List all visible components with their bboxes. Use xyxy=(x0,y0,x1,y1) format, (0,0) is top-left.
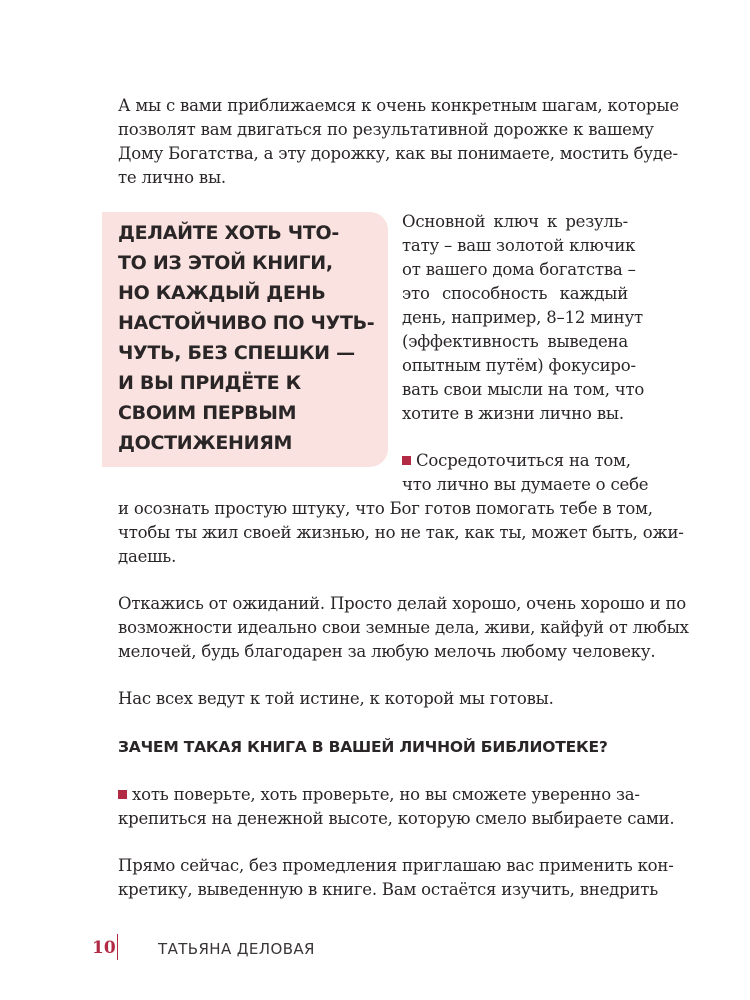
text-line: даешь. xyxy=(118,547,177,566)
quote-line: ДЕЛАЙТЕ ХОТЬ ЧТО- xyxy=(118,222,339,244)
text-line: хотите в жизни лично вы. xyxy=(402,404,624,423)
square-bullet-icon xyxy=(402,456,411,465)
text-line: позволят вам двигаться по результативной дорожке к вашему xyxy=(118,120,654,139)
quote-line: НАСТОЙЧИВО ПО ЧУТЬ- xyxy=(118,312,375,334)
text-line: хоть поверьте, хоть проверьте, но вы сможете уверенно за- xyxy=(118,783,626,807)
text-line: от вашего дома богатства – xyxy=(402,260,636,279)
text-line: возможности идеально свои земные дела, живи, кайфуй от любых xyxy=(118,618,689,637)
text-line: чтобы ты жил своей жизнью, но не так, как ты, может быть, ожи- xyxy=(118,523,684,542)
text-line: это способность каждый xyxy=(402,284,628,303)
quote-line: НО КАЖДЫЙ ДЕНЬ xyxy=(118,282,326,304)
quote-line: И ВЫ ПРИДЁТЕ К xyxy=(118,372,301,394)
text-line: А мы с вами приближаемся к очень конкретным шагам, которые xyxy=(118,96,679,115)
text-line: мелочей, будь благодарен за любую мелочь любому человеку. xyxy=(118,642,656,661)
page-number: 10 xyxy=(92,938,116,958)
footer-author: ТАТЬЯНА ДЕЛОВАЯ xyxy=(158,940,315,958)
quote-line: ДОСТИЖЕНИЯМ xyxy=(118,432,293,454)
quote-line: ТО ИЗ ЭТОЙ КНИГИ, xyxy=(118,252,333,274)
text-line: опытным путём) фокусиро- xyxy=(402,356,636,375)
text-line: Сосредоточиться на том, xyxy=(402,449,631,473)
footer-divider xyxy=(117,934,118,960)
quote-line: ЧУТЬ, БЕЗ СПЕШКИ — xyxy=(118,342,355,364)
text-line: что лично вы думаете о себе xyxy=(402,475,649,494)
square-bullet-icon xyxy=(118,790,127,799)
section-heading: ЗАЧЕМ ТАКАЯ КНИГА В ВАШЕЙ ЛИЧНОЙ БИБЛИОТЕКЕ? xyxy=(118,738,608,756)
text-line: Основной ключ к резуль- xyxy=(402,212,628,231)
text-line: вать свои мысли на том, что xyxy=(402,380,645,399)
text-line: Дому Богатства, а эту дорожку, как вы понимаете, мостить буде- xyxy=(118,144,678,163)
quote-line: СВОИМ ПЕРВЫМ xyxy=(118,402,297,424)
text-line: Прямо сейчас, без промедления приглашаю вас применить кон- xyxy=(118,856,674,875)
text-line: крепиться на денежной высоте, которую смело выбираете сами. xyxy=(118,809,675,828)
text-line: кретику, выведенную в книге. Вам остаётся изучить, внедрить xyxy=(118,880,658,899)
text-line: те лично вы. xyxy=(118,168,226,187)
paragraph: Нас всех ведут к той истине, к которой мы готовы. xyxy=(118,689,554,708)
text-line: и осознать простую штуку, что Бог готов помогать тебе в том, xyxy=(118,499,653,518)
text-line: Откажись от ожиданий. Просто делай хорошо, очень хорошо и по xyxy=(118,594,687,613)
text-line: день, например, 8–12 минут xyxy=(402,308,643,327)
text-line: тату – ваш золотой ключик xyxy=(402,236,636,255)
text-line: (эффективность выведена xyxy=(402,332,628,351)
